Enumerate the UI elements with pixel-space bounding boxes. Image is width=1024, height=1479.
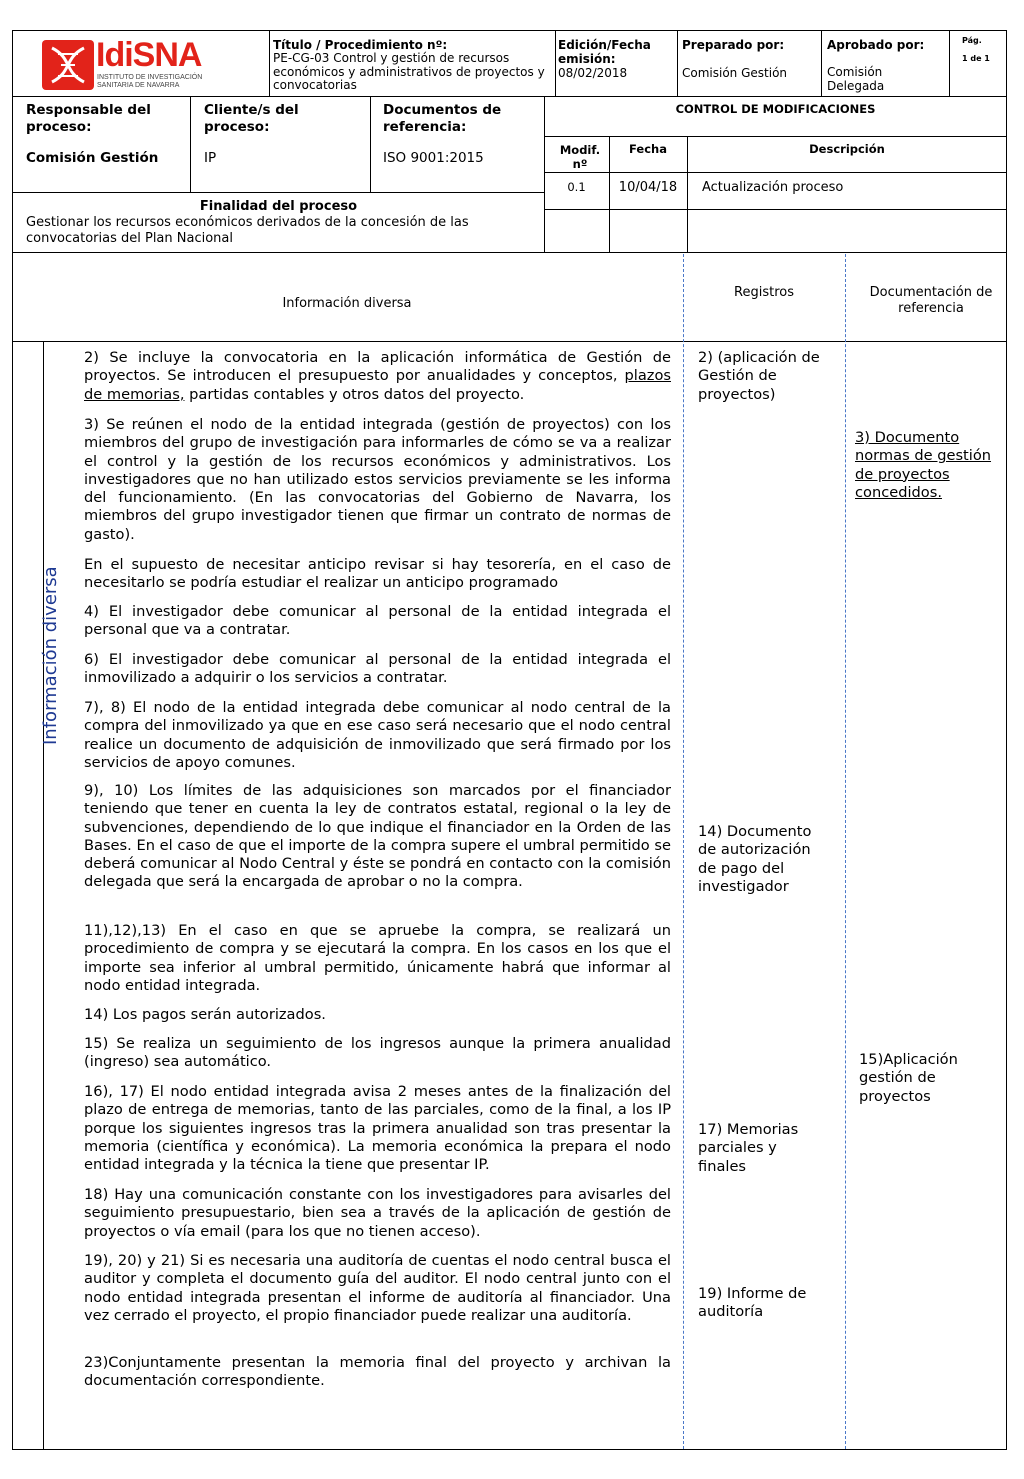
- divider: [544, 209, 1007, 210]
- aprobado-label: Aprobado por:: [827, 38, 925, 52]
- divider: [370, 96, 371, 192]
- finalidad-label: Finalidad del proceso: [199, 199, 358, 214]
- paragraph-4: 4) El investigador debe comunicar al personal de la entidad integrada el personal que va a contratar.: [84, 603, 671, 639]
- finalidad-value: Gestionar los recursos económicos derivados de la concesión de las convocatorias del Plan Nacional: [26, 215, 469, 246]
- paragraph-2: [84, 349, 671, 404]
- documentos-label: Documentos de referencia:: [383, 102, 502, 135]
- border-top: [12, 30, 1007, 31]
- aprobado-value: Comisión Delegada: [827, 65, 885, 93]
- border-right: [1006, 30, 1007, 1450]
- paragraph-9-10: 9), 10) Los límites de las adquisiciones son marcados por el financiador teniendo que tener en cuenta la ley de contratos estatal, regional o la ley de subvenciones, dependiendo de lo que indique el financiador en la Orden de las Bases. En el caso de que el importe de la compra supere el umbral permitido se deberá comunicar al Nodo Central y éste se pondrá en contacto con la comisión delegada que será la encargada de aprobar o no la compra.: [84, 782, 671, 891]
- registro-17: 17) Memorias parciales y finales: [698, 1121, 799, 1175]
- mod-row-modif: 0.1: [567, 180, 586, 194]
- divider: [949, 30, 950, 96]
- paragraph-18: 18) Hay una comunicación constante con los investigadores para avisarles del seguimiento presupuestario, bien sea a través de la aplicación de gestión de proyectos o vía email (para los que no tienen acceso).: [84, 1186, 671, 1240]
- paragraph-2-text-b: partidas contables y otros datos del proyecto.: [189, 385, 525, 403]
- paragraph-3: 3) Se reúnen el nodo de la entidad integrada (gestión de proyectos) con los miembros del grupo de investigación para informarles de cómo se va a realizar el control y la gestión de los recursos económicos y administrativos. Los investigadores que no han utilizado estos servicios previamente se les informa del funcionamiento. (En las convocatorias del Gobierno de Navarra, los miembros del grupo investigador tienen que firmar un contrato de normas de gasto).: [84, 416, 671, 543]
- column-info-header: Información diversa: [282, 296, 412, 311]
- documentacion-15: 15)Aplicación gestión de proyectos: [859, 1051, 958, 1105]
- edicion-label: Edición/Fecha emisión:: [558, 38, 651, 66]
- logo-subtitle-2: SANITARIA DE NAVARRA: [97, 82, 180, 89]
- edicion-value: 08/02/2018: [558, 66, 628, 80]
- dna-icon: [42, 40, 94, 90]
- pag-label: Pág.: [962, 36, 982, 45]
- modifications-title: CONTROL DE MODIFICACIONES: [675, 102, 876, 116]
- col-modif: Modif. nº: [559, 143, 601, 171]
- paragraph-14: 14) Los pagos serán autorizados.: [84, 1006, 326, 1023]
- registro-2: 2) (aplicación de Gestión de proyectos): [698, 349, 820, 403]
- divider: [12, 341, 1007, 342]
- logo: [40, 36, 203, 92]
- dashed-separator: [845, 254, 846, 1449]
- paragraph-11-13: 11),12),13) En el caso en que se apruebe la compra, se realizará un procedimiento de compra y se ejecutará la compra. En los casos en los que el importe sea inferior al umbral permitido, únicamente habrá que informar al nodo entidad integrada.: [84, 922, 671, 994]
- divider: [555, 30, 556, 96]
- border-bottom: [12, 1449, 1007, 1450]
- paragraph-2-text-a: 2) Se incluye la convocatoria en la aplicación informática de Gestión de proyectos. Se introducen el presupuesto por anualidades y conceptos,: [84, 349, 671, 385]
- dashed-separator: [683, 254, 684, 1449]
- divider: [12, 192, 545, 193]
- preparado-value: Comisión Gestión: [682, 66, 788, 80]
- cliente-value: IP: [204, 150, 217, 166]
- logo-subtitle-1: INSTITUTO DE INVESTIGACIÓN: [97, 74, 203, 81]
- side-label: Información diversa: [40, 566, 61, 745]
- column-registros-header: Registros: [734, 285, 794, 300]
- col-fecha: Fecha: [629, 142, 667, 156]
- paragraph-7-8: 7), 8) El nodo de la entidad integrada debe comunicar al nodo central de la compra del inmovilizado ya que en ese caso será necesario que el nodo central realice un documento de adquisición de inmovilizado que será firmado por los servicios de apoyo comunes.: [84, 699, 671, 771]
- registro-14: 14) Documento de autorización de pago del investigador: [698, 823, 812, 895]
- divider: [677, 30, 678, 96]
- divider: [12, 96, 1007, 97]
- paragraph-19-21: 19), 20) y 21) Si es necesaria una auditoría de cuentas el nodo central busca el auditor y completa el documento guía del auditor. El nodo central junto con el nodo entidad integrada presentan el informe de auditoría al financiador. Una vez cerrado el proyecto, el propio financiador puede realizar una auditoría.: [84, 1252, 671, 1324]
- titulo-label: Título / Procedimiento nº:: [273, 38, 448, 52]
- divider: [544, 172, 1007, 173]
- paragraph-6: 6) El investigador debe comunicar al personal de la entidad integrada el inmovilizado a adquirir o los servicios a contratar.: [84, 651, 671, 687]
- divider: [821, 30, 822, 96]
- divider: [269, 30, 270, 96]
- paragraph-anticipo: En el supuesto de necesitar anticipo revisar si hay tesorería, en el caso de necesitarlo se podría estudiar el realizar un anticipo programado: [84, 556, 671, 592]
- divider: [43, 341, 44, 1449]
- paragraph-16-17: 16), 17) El nodo entidad integrada avisa 2 meses antes de la finalización del plazo de entrega de memorias, tanto de las parciales, como de la final, a los IP porque los siguientes ingresos tras la primera anualidad son tras presentar la memoria (científica y económica). La memoria económica la prepara el nodo entidad integrada y la técnica la tiene que presentar IP.: [84, 1083, 671, 1174]
- divider: [544, 136, 1007, 137]
- mod-row-descripcion: Actualización proceso: [702, 180, 844, 195]
- documentos-value: ISO 9001:2015: [383, 150, 484, 166]
- responsable-label: Responsable del proceso:: [26, 102, 151, 135]
- divider: [12, 252, 1007, 253]
- pag-value: 1 de 1: [962, 54, 990, 63]
- plazos-memorias-link[interactable]: plazos de memorias,: [84, 367, 671, 403]
- border-left: [12, 30, 13, 1450]
- logo-text: IdiSNA: [96, 36, 202, 74]
- preparado-label: Preparado por:: [682, 38, 785, 52]
- registro-19: 19) Informe de auditoría: [698, 1285, 807, 1321]
- paragraph-15: 15) Se realiza un seguimiento de los ingresos aunque la primera anualidad (ingreso) sea automático.: [84, 1035, 671, 1071]
- cliente-label: Cliente/s del proceso:: [204, 102, 299, 135]
- column-documentacion-header: Documentación de referencia: [869, 285, 993, 316]
- divider: [190, 96, 191, 192]
- divider: [544, 96, 545, 252]
- col-descripcion: Descripción: [809, 142, 885, 156]
- documento-normas-link[interactable]: 3) Documento normas de gestión de proyectos concedidos.: [855, 429, 992, 501]
- responsable-value: Comisión Gestión: [26, 150, 159, 166]
- mod-row-fecha: 10/04/18: [618, 180, 678, 195]
- paragraph-23: 23)Conjuntamente presentan la memoria final del proyecto y archivan la documentación correspondiente.: [84, 1354, 671, 1390]
- titulo-value: PE-CG-03 Control y gestión de recursos económicos y administrativos de proyectos y convocatorias: [273, 51, 545, 92]
